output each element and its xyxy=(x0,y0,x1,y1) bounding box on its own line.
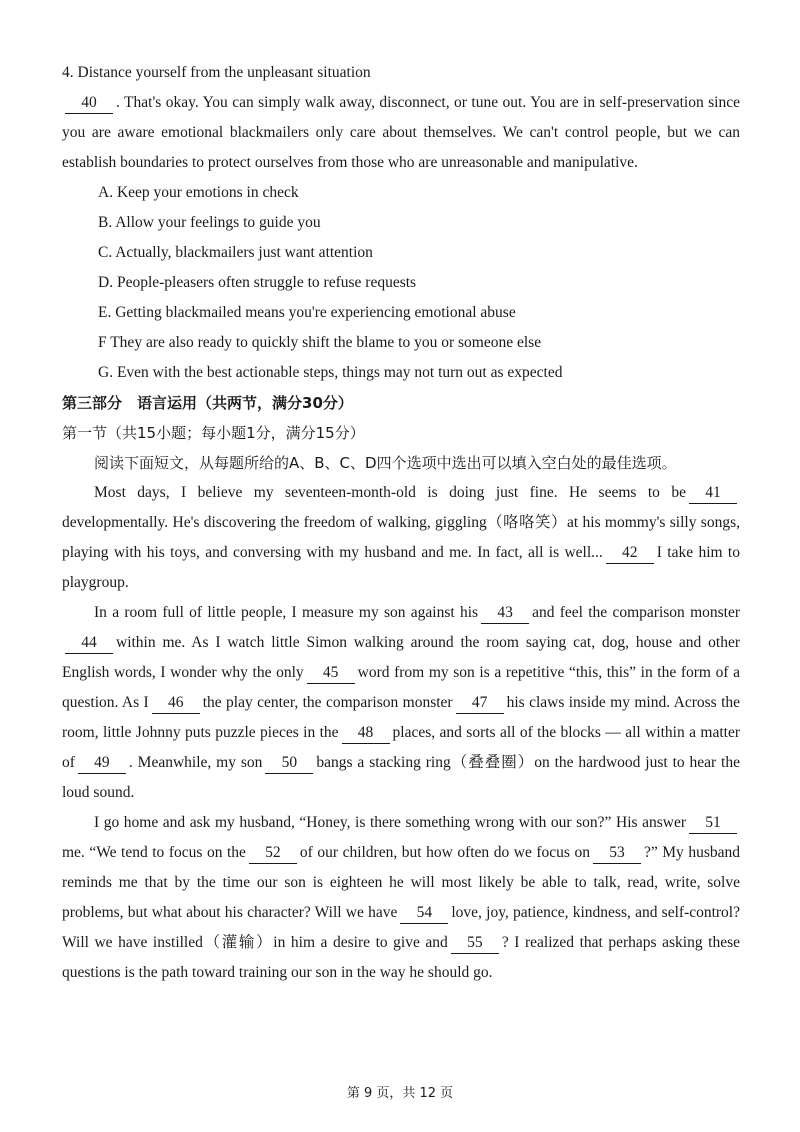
page-footer: 第 9 页，共 12 页 xyxy=(346,1086,454,1101)
paragraph-blank-40 xyxy=(62,88,740,178)
blank-40[interactable]: 40 xyxy=(65,93,113,114)
blank-49[interactable]: 49 xyxy=(78,753,126,774)
blank-45[interactable]: 45 xyxy=(307,663,355,684)
options-list xyxy=(62,178,740,388)
blank-47[interactable]: 47 xyxy=(456,693,504,714)
p2-text-8: . Meanwhile, my son xyxy=(128,754,263,771)
blank-54[interactable]: 54 xyxy=(400,903,448,924)
passage-paragraph-3 xyxy=(62,808,740,988)
heading-item-4: 4. Distance yourself from the unpleasant situation xyxy=(62,64,371,81)
blank-43[interactable]: 43 xyxy=(481,603,529,624)
option-b: B. Allow your feelings to guide you xyxy=(98,214,321,231)
para40-text: . That's okay. You can simply walk away, disconnect, or tune out. You are in self-preservation since you are aware emotional blackmailers only care about themselves. We can't control people, but we can establish boundaries to protect ourselves from those who are unreasonable and manipulative. xyxy=(62,94,740,171)
p1-text-3: I take him to playgroup. xyxy=(62,544,740,591)
p2-text-5: the play center, the comparison monster xyxy=(202,694,453,711)
blank-42[interactable]: 42 xyxy=(606,543,654,564)
blank-50[interactable]: 50 xyxy=(265,753,313,774)
p2-text-1: In a room full of little people, I measure my son against his xyxy=(94,604,479,621)
p3-text-6: ? I realized that perhaps asking these questions is the path toward training our son in the way he should go. xyxy=(62,934,740,981)
blank-46[interactable]: 46 xyxy=(152,693,200,714)
p1-text-1: Most days, I believe my seventeen-month-old is doing just fine. He seems to be xyxy=(94,484,686,501)
p2-text-6: his claws inside my mind. Across the room, little Johnny puts puzzle pieces in the xyxy=(62,694,741,741)
p2-text-3: within me. As I watch little Simon walking around the room saying cat, dog, house and other English words, I wonder why the only xyxy=(62,634,740,681)
blank-53[interactable]: 53 xyxy=(593,843,641,864)
p3-text-1: I go home and ask my husband, “Honey, is there something wrong with our son?” His answer xyxy=(94,814,686,831)
passage-paragraph-1 xyxy=(62,478,740,598)
page-content xyxy=(62,58,740,988)
blank-48[interactable]: 48 xyxy=(342,723,390,744)
option-e: E. Getting blackmailed means you're experiencing emotional abuse xyxy=(98,304,516,321)
subsection-title: 第一节（共15小题；每小题1分，满分15分） xyxy=(62,424,365,442)
passage-paragraph-2 xyxy=(62,598,740,808)
p1-text-2: developmentally. He's discovering the freedom of walking, giggling（咯咯笑）at his mommy's silly songs, playing with his toys, and conversing with my husband and me. In fact, all is well... xyxy=(62,514,740,561)
p2-text-9: bangs a stacking ring（叠叠圈）on the hardwood just to hear the loud sound. xyxy=(62,754,740,801)
option-a: A. Keep your emotions in check xyxy=(98,184,299,201)
blank-51[interactable]: 51 xyxy=(689,813,737,834)
blank-52[interactable]: 52 xyxy=(249,843,297,864)
option-f: F They are also ready to quickly shift the blame to you or someone else xyxy=(98,334,542,351)
option-g: G. Even with the best actionable steps, things may not turn out as expected xyxy=(98,364,563,381)
blank-41[interactable]: 41 xyxy=(689,483,737,504)
p2-text-7: places, and sorts all of the blocks — all within a matter of xyxy=(62,724,740,771)
p3-text-4: ?” My husband reminds me that by the time our son is eighteen he will most likely be able to talk, read, write, solve problems, but what about his character? Will we have xyxy=(62,844,740,921)
section-title: 第三部分 语言运用（共两节，满分30分） xyxy=(62,394,353,412)
option-d: D. People-pleasers often struggle to refuse requests xyxy=(98,274,417,291)
instruction: 阅读下面短文，从每题所给的A、B、C、D四个选项中选出可以填入空白处的最佳选项。 xyxy=(94,454,677,472)
p3-text-2: me. “We tend to focus on the xyxy=(62,844,246,861)
option-c: C. Actually, blackmailers just want attention xyxy=(98,244,373,261)
blank-55[interactable]: 55 xyxy=(451,933,499,954)
p3-text-5: love, joy, patience, kindness, and self-control? Will we have instilled（灌输）in him a desire to give and xyxy=(62,904,740,951)
p3-text-3: of our children, but how often do we focus on xyxy=(299,844,590,861)
p2-text-2: and feel the comparison monster xyxy=(532,604,741,621)
blank-44[interactable]: 44 xyxy=(65,633,113,654)
p2-text-4: word from my son is a repetitive “this, this” in the form of a question. As I xyxy=(62,664,740,711)
